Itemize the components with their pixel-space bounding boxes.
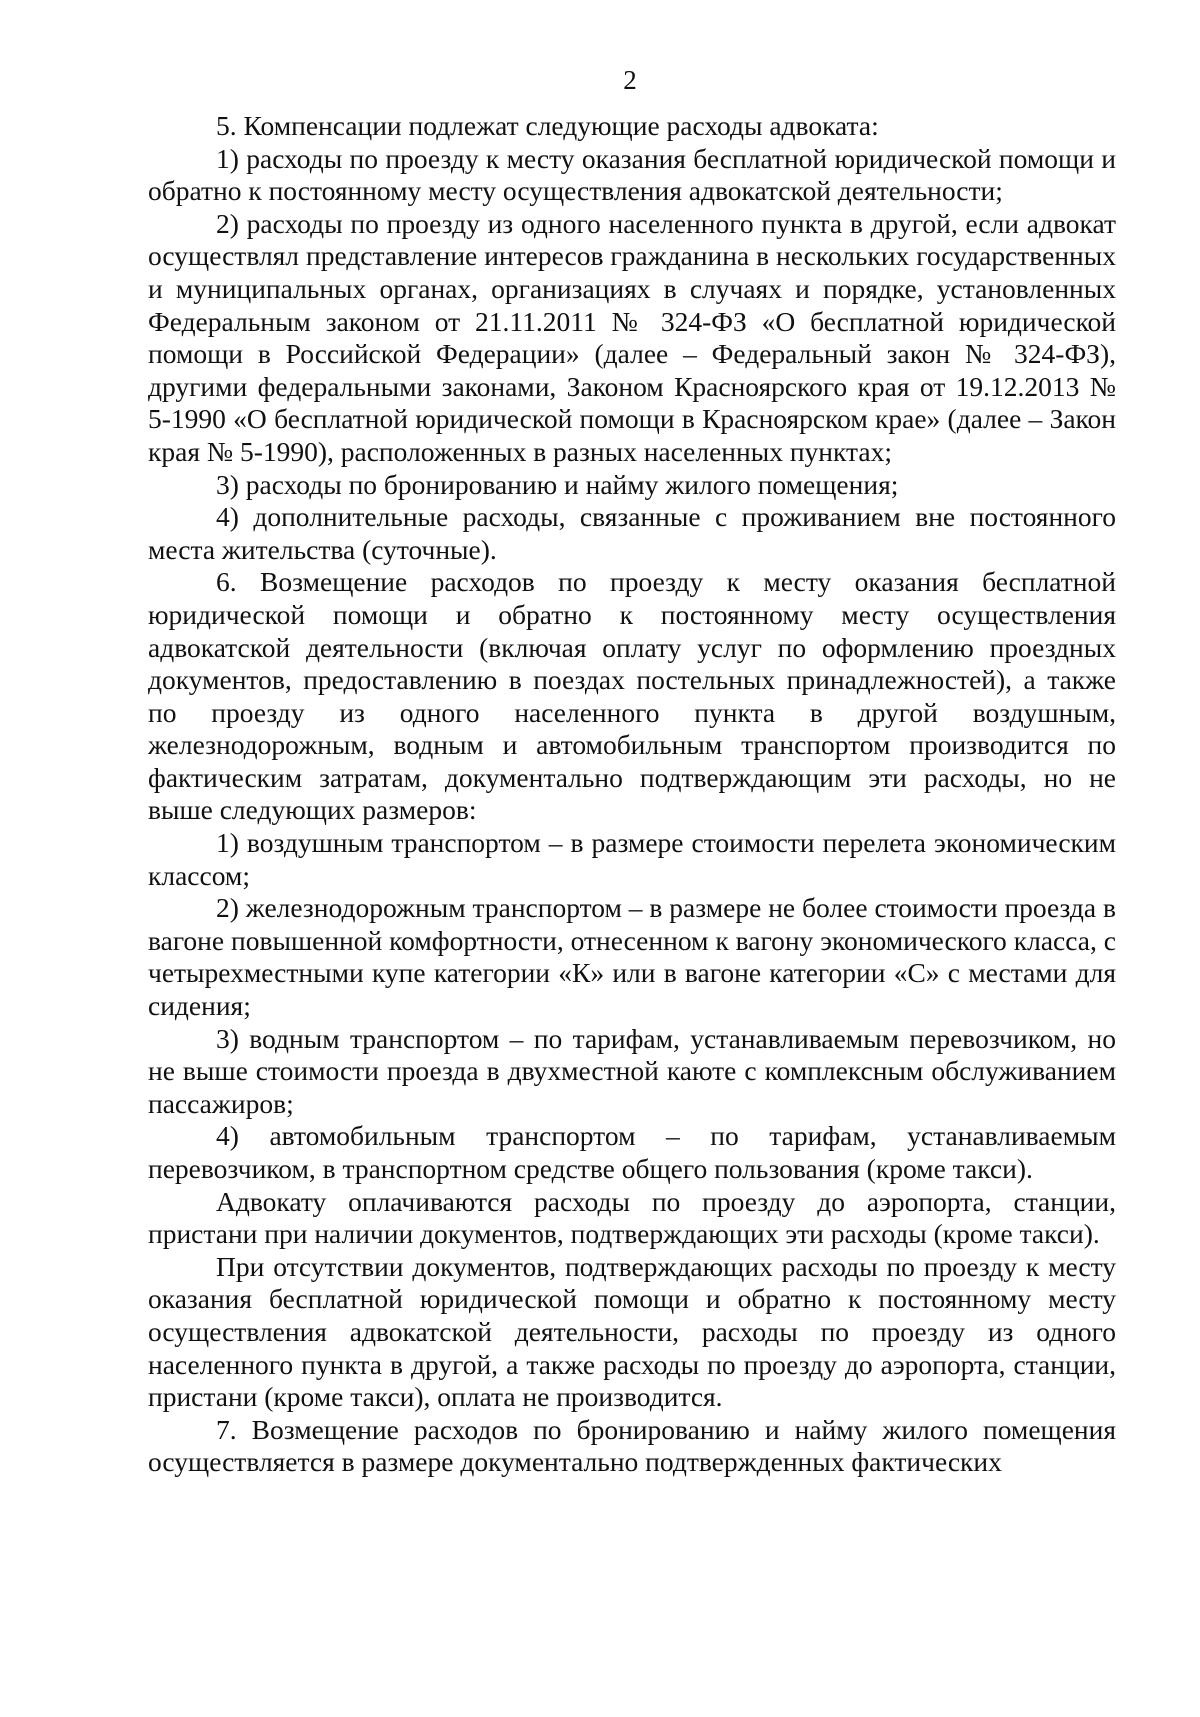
paragraph-6-airport-note: Адвокату оплачиваются расходы по проезду до аэропорта, станции, пристани при наличии документов, подтверждающих эти расходы (кроме такси). [148, 1185, 1116, 1250]
paragraph-6-item-3: 3) водным транспортом – по тарифам, устанавливаемым перевозчиком, но не выше стоимости проезда в двухместной каюте с комплексным обслуживанием пассажиров; [148, 1022, 1116, 1119]
paragraph-6-item-4: 4) автомобильным транспортом – по тарифам, устанавливаемым перевозчиком, в транспортном средстве общего пользования (кроме такси). [148, 1120, 1116, 1184]
document-body [148, 110, 1116, 1479]
paragraph-5-item-4: 4) дополнительные расходы, связанные с проживанием вне постоянного места жительства (суточные). [148, 501, 1116, 565]
paragraph-5-heading: 5. Компенсации подлежат следующие расходы адвоката: [216, 110, 879, 141]
paragraph-5-item-2: 2) расходы по проезду из одного населенного пункта в другой, если адвокат осуществлял представление интересов гражданина в нескольких государственных и муниципальных органах, организациях в случаях и порядке, установленных Федеральным законом от 21.11.2011 № 324-ФЗ «О бесплатной юридической помощи в Российской Федерации» (далее – Федеральный закон № 324-ФЗ), другими федеральными законами, Законом Красноярского края от 19.12.2013 № 5-1990 «О бесплатной юридической помощи в Красноярском крае» (далее – Закон края № 5-1990), расположенных в разных населенных пунктах; [148, 207, 1116, 467]
paragraph-6-heading: 6. Возмещение расходов по проезду к месту оказания бесплатной юридической помощи и обратно к постоянному месту осуществления адвокатской деятельности (включая оплату услуг по оформлению проездных документов, предоставлению в поездах постельных принадлежностей), а также по проезду из одного населенного пункта в другой воздушным, железнодорожным, водным и автомобильным транспортом производится по фактическим затратам, документально подтверждающим эти расходы, но не выше следующих размеров: [148, 566, 1116, 826]
paragraph-5-item-3: 3) расходы по бронированию и найму жилого помещения; [216, 468, 899, 500]
page-number: 2 [623, 65, 637, 95]
paragraph-7-heading: 7. Возмещение расходов по бронированию и найму жилого помещения осуществляется в размере документально подтвержденных фактических [148, 1413, 1116, 1478]
paragraph-6-item-2: 2) железнодорожным транспортом – в размере не более стоимости проезда в вагоне повышенной комфортности, отнесенном к вагону экономического класса, с четырехместными купе категории «К» или в вагоне категории «С» с местами для сидения; [148, 892, 1116, 1022]
paragraph-6-no-documents-note: При отсутствии документов, подтверждающих расходы по проезду к месту оказания бесплатной юридической помощи и обратно к постоянному месту осуществления адвокатской деятельности, расходы по проезду из одного населенного пункта в другой, а также расходы по проезду до аэропорта, станции, пристани (кроме такси), оплата не производится. [148, 1250, 1116, 1413]
paragraph-6-item-1: 1) воздушным транспортом – в размере стоимости перелета экономическим классом; [148, 827, 1116, 891]
paragraph-5-item-1: 1) расходы по проезду к месту оказания бесплатной юридической помощи и обратно к постоянному месту осуществления адвокатской деятельности; [148, 142, 1116, 207]
